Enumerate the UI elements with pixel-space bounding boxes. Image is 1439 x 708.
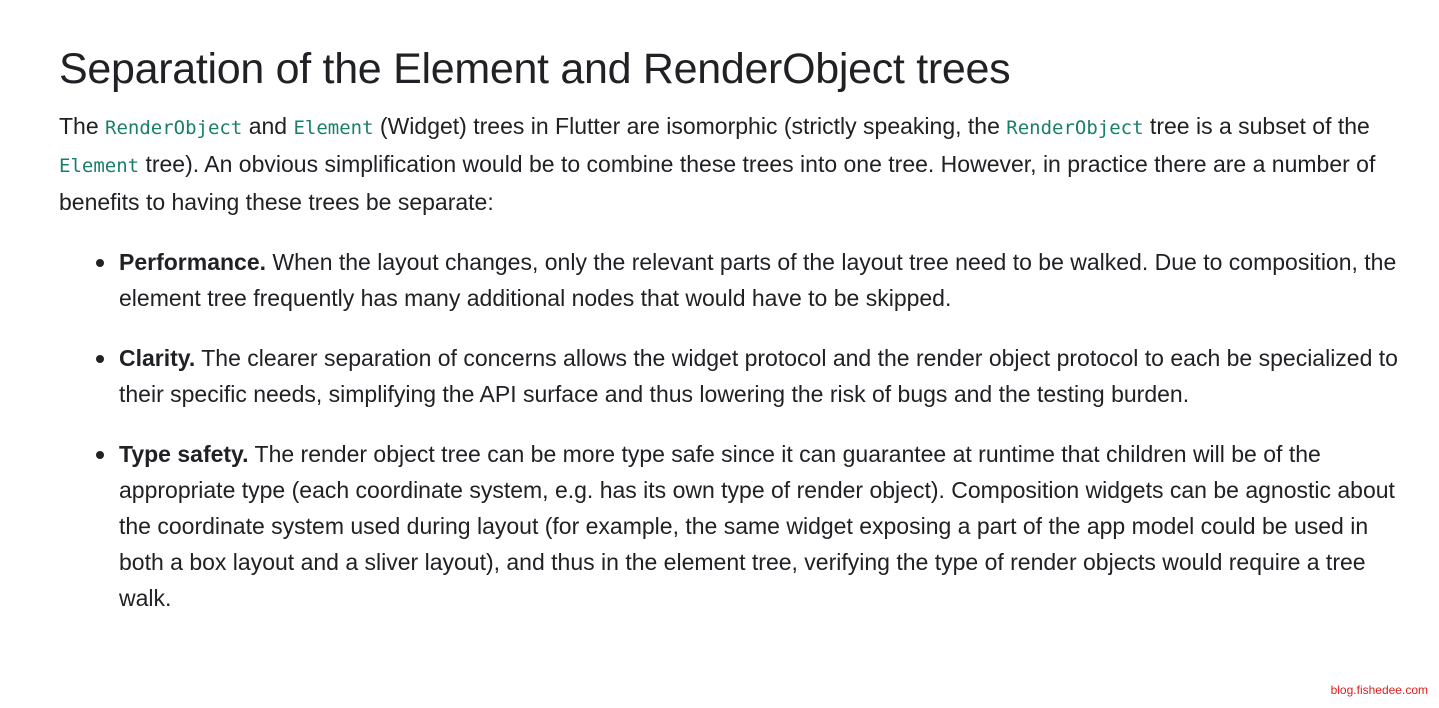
benefit-title: Clarity.	[119, 345, 196, 371]
inline-code: Element	[293, 117, 374, 139]
benefit-text: The clearer separation of concerns allows the widget protocol and the render object protocol to each be specialized to their specific needs, simplifying the API surface and thus lowering the risk of bugs and the testing burden.	[119, 345, 1398, 407]
watermark: blog.fishedee.com	[1330, 683, 1428, 697]
intro-text: (Widget) trees in Flutter are isomorphic (strictly speaking, the	[373, 113, 1007, 139]
intro-text: and	[242, 113, 294, 139]
article-section	[59, 40, 1399, 640]
list-item	[59, 340, 1399, 412]
section-heading: Separation of the Element and RenderObject trees	[59, 45, 1011, 93]
bullet-icon	[96, 259, 104, 267]
benefit-text: The render object tree can be more type safe since it can guarantee at runtime that children will be of the appropriate type (each coordinate system, e.g. has its own type of render object). Composition widgets can be agnostic about the coordinate system used during layout (for example, the same widget exposing a part of the app model could be used in both a box layout and a sliver layout), and thus in the element tree, verifying the type of render objects would require a tree walk.	[119, 441, 1395, 611]
benefit-title: Performance.	[119, 249, 267, 275]
list-item	[59, 436, 1399, 616]
benefit-text: When the layout changes, only the relevant parts of the layout tree need to be walked. Due to composition, the element tree frequently has many additional nodes that would have to be skipped.	[119, 249, 1397, 311]
intro-text: tree). An obvious simplification would be to combine these trees into one tree. However, in practice there are a number of benefits to having these trees be separate:	[59, 151, 1376, 215]
intro-paragraph	[59, 108, 1399, 220]
intro-text: The	[59, 113, 106, 139]
bullet-icon	[96, 355, 104, 363]
benefits-list	[59, 244, 1399, 616]
intro-text: tree is a subset of the	[1143, 113, 1370, 139]
bullet-icon	[96, 451, 104, 459]
inline-code: RenderObject	[1006, 117, 1144, 139]
list-item	[59, 244, 1399, 316]
inline-code: Element	[59, 155, 140, 177]
benefit-title: Type safety.	[119, 441, 249, 467]
inline-code: RenderObject	[105, 117, 243, 139]
